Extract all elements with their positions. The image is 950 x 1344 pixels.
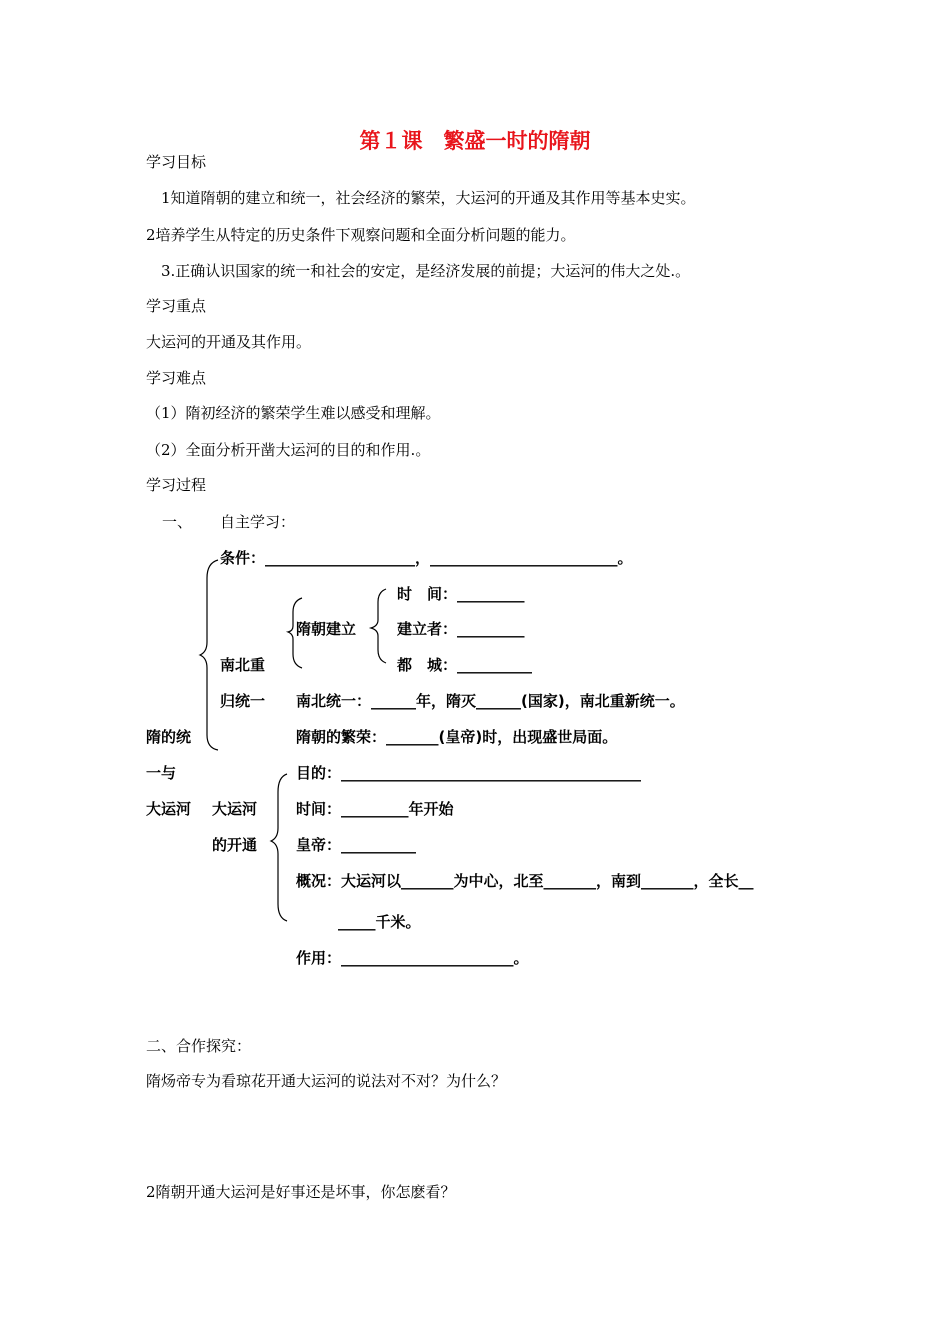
brace-founding-detail xyxy=(371,589,386,663)
section1-number: 一、 xyxy=(162,513,193,531)
canal-label-2: 的开通 xyxy=(212,836,258,854)
founding-time: 时 间：_________ xyxy=(397,585,525,603)
brace-reunify xyxy=(200,560,218,750)
effect-line: 作用：_______________________。 xyxy=(296,949,529,967)
root-label-2: 一与 xyxy=(146,764,177,782)
condition-line: 条件：____________________，_________________________。 xyxy=(220,549,633,567)
difficulty-item: （2）全面分析开凿大运河的目的和作用.。 xyxy=(146,441,431,459)
overview-continued: _____千米。 xyxy=(338,913,421,931)
emperor-line: 皇帝：__________ xyxy=(296,836,417,854)
page-title: 第１课 繁盛一时的隋朝 xyxy=(359,129,591,153)
founder-line: 建立者：_________ xyxy=(397,620,525,638)
key-point-text: 大运河的开通及其作用。 xyxy=(146,333,312,351)
capital-line: 都 城：__________ xyxy=(397,656,533,674)
objective-item: 2培养学生从特定的历史条件下观察问题和全面分析问题的能力。 xyxy=(146,226,576,244)
root-label-3: 大运河 xyxy=(146,800,192,818)
process-heading: 学习过程 xyxy=(146,476,207,494)
canal-label-1: 大运河 xyxy=(212,800,258,818)
reunify-label-1: 南北重 xyxy=(220,656,266,674)
reunify-label-2: 归统一 xyxy=(220,692,266,710)
unification-line: 南北统一：______年，隋灭______(国家)，南北重新统一。 xyxy=(296,692,685,710)
purpose-line: 目的：________________________________________ xyxy=(296,764,642,782)
difficulty-heading: 学习难点 xyxy=(146,369,207,387)
brace-canal xyxy=(271,774,287,921)
prosperity-line: 隋朝的繁荣：_______(皇帝)时，出现盛世局面。 xyxy=(296,728,618,746)
root-label-1: 隋的统 xyxy=(146,728,192,746)
section2-heading: 二、合作探究： xyxy=(146,1037,252,1055)
key-point-heading: 学习重点 xyxy=(146,297,207,315)
question-1: 隋炀帝专为看琼花开通大运河的说法对不对？为什么？ xyxy=(146,1072,507,1090)
founding-label: 隋朝建立 xyxy=(296,620,357,638)
difficulty-item: （1）隋初经济的繁荣学生难以感受和理解。 xyxy=(146,404,441,422)
section1-label: 自主学习： xyxy=(220,513,296,531)
objectives-heading: 学习目标 xyxy=(146,153,207,171)
question-2: 2隋朝开通大运河是好事还是坏事，你怎麽看？ xyxy=(146,1183,456,1201)
objective-item: 1知道隋朝的建立和统一，社会经济的繁荣，大运河的开通及其作用等基本史实。 xyxy=(161,189,696,207)
objective-item: 3.正确认识国家的统一和社会的安定，是经济发展的前提；大运河的伟大之处.。 xyxy=(161,262,691,280)
overview-line: 概况：大运河以_______为中心，北至_______，南到_______，全长__ xyxy=(296,872,754,890)
canal-time-line: 时间：_________年开始 xyxy=(296,800,454,818)
